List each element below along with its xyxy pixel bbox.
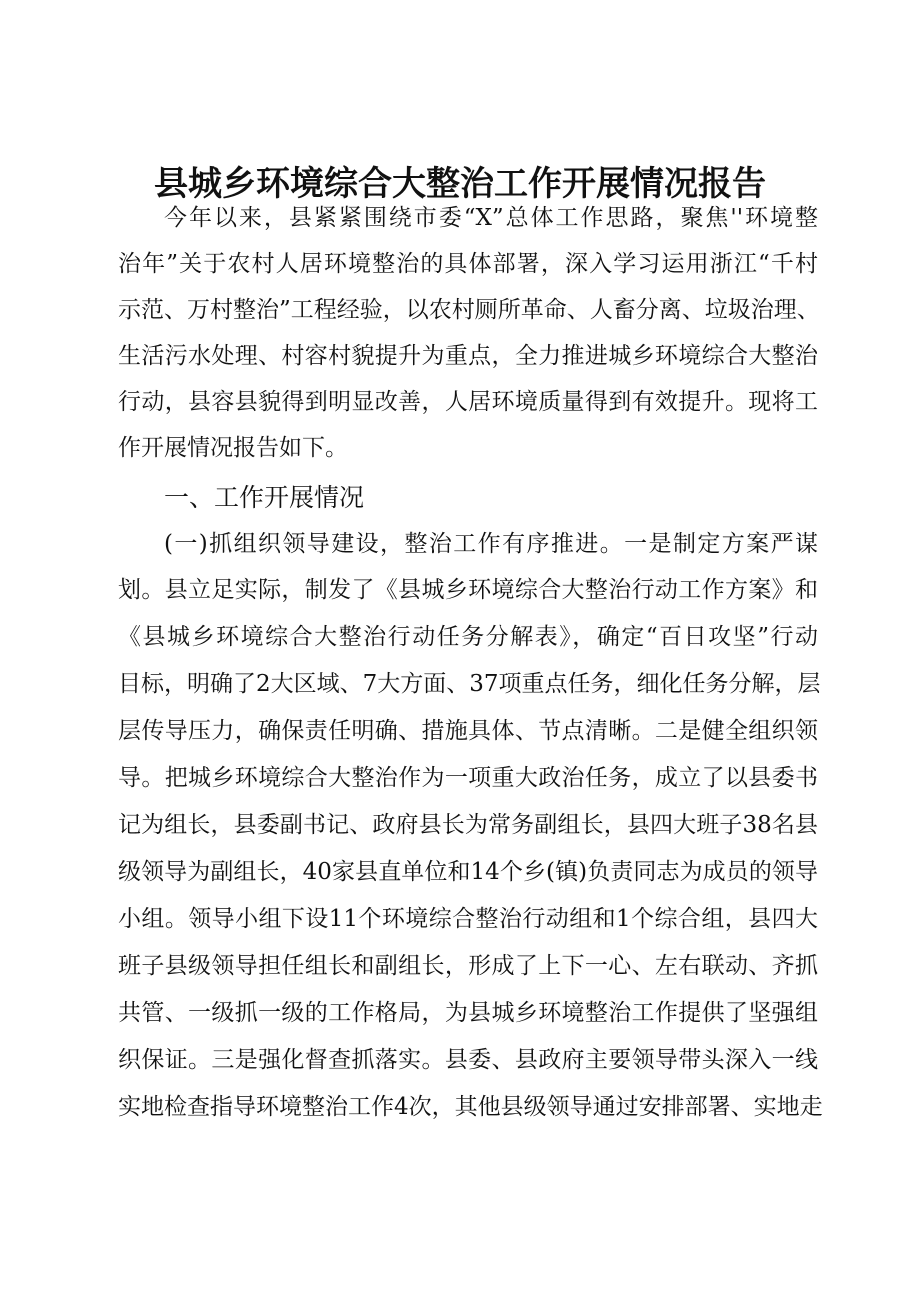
document-title: 县城乡环境综合大整治工作开展情况报告 [154, 164, 766, 204]
body-line: 层传导压力，确保责任明确、措施具体、节点清晰。二是健全组织领 [118, 718, 818, 744]
intro-line: 行动，县容县貌得到明显改善，人居环境质量得到有效提升。现将工 [118, 389, 818, 415]
section-heading: 一、工作开展情况 [164, 483, 365, 512]
body-line: 实地检查指导环境整治工作4次，其他县级领导通过安排部署、实地走 [118, 1094, 823, 1120]
body-line: 班子县级领导担任组长和副组长，形成了上下一心、左右联动、齐抓 [118, 953, 818, 979]
body-line: 织保证。三是强化督查抓落实。县委、县政府主要领导带头深入一线 [118, 1047, 818, 1073]
body-line: 划。县立足实际，制发了《县城乡环境综合大整治行动工作方案》和 [118, 577, 818, 603]
body-line: 记为组长，县委副书记、政府县长为常务副组长，县四大班子38名县 [118, 812, 818, 838]
intro-line: 今年以来，县紧紧围绕市委“X”总体工作思路，聚焦''环境整 [164, 205, 818, 231]
intro-line: 示范、万村整治”工程经验，以农村厕所革命、人畜分离、垃圾治理、 [118, 297, 820, 323]
body-line: 级领导为副组长，40家县直单位和14个乡(镇)负责同志为成员的领导 [118, 859, 818, 885]
body-line: 《县城乡环境综合大整治行动任务分解表》，确定“百日攻坚”行动 [118, 624, 818, 650]
body-line: 导。把城乡环境综合大整治作为一项重大政治任务，成立了以县委书 [118, 765, 818, 791]
intro-line: 治年”关于农村人居环境整治的具体部署，深入学习运用浙江“千村 [118, 251, 818, 277]
body-line: 小组。领导小组下设11个环境综合整治行动组和1个综合组，县四大 [118, 906, 818, 932]
intro-line: 作开展情况报告如下。 [118, 435, 348, 461]
body-line: 共管、一级抓一级的工作格局，为县城乡环境整治工作提供了坚强组 [118, 1000, 818, 1026]
intro-line: 生活污水处理、村容村貌提升为重点，全力推进城乡环境综合大整治 [118, 343, 818, 369]
body-line: 目标，明确了2大区域、7大方面、37项重点任务，细化任务分解，层 [118, 671, 821, 697]
body-line: (一)抓组织领导建设，整治工作有序推进。一是制定方案严谋 [164, 531, 818, 557]
